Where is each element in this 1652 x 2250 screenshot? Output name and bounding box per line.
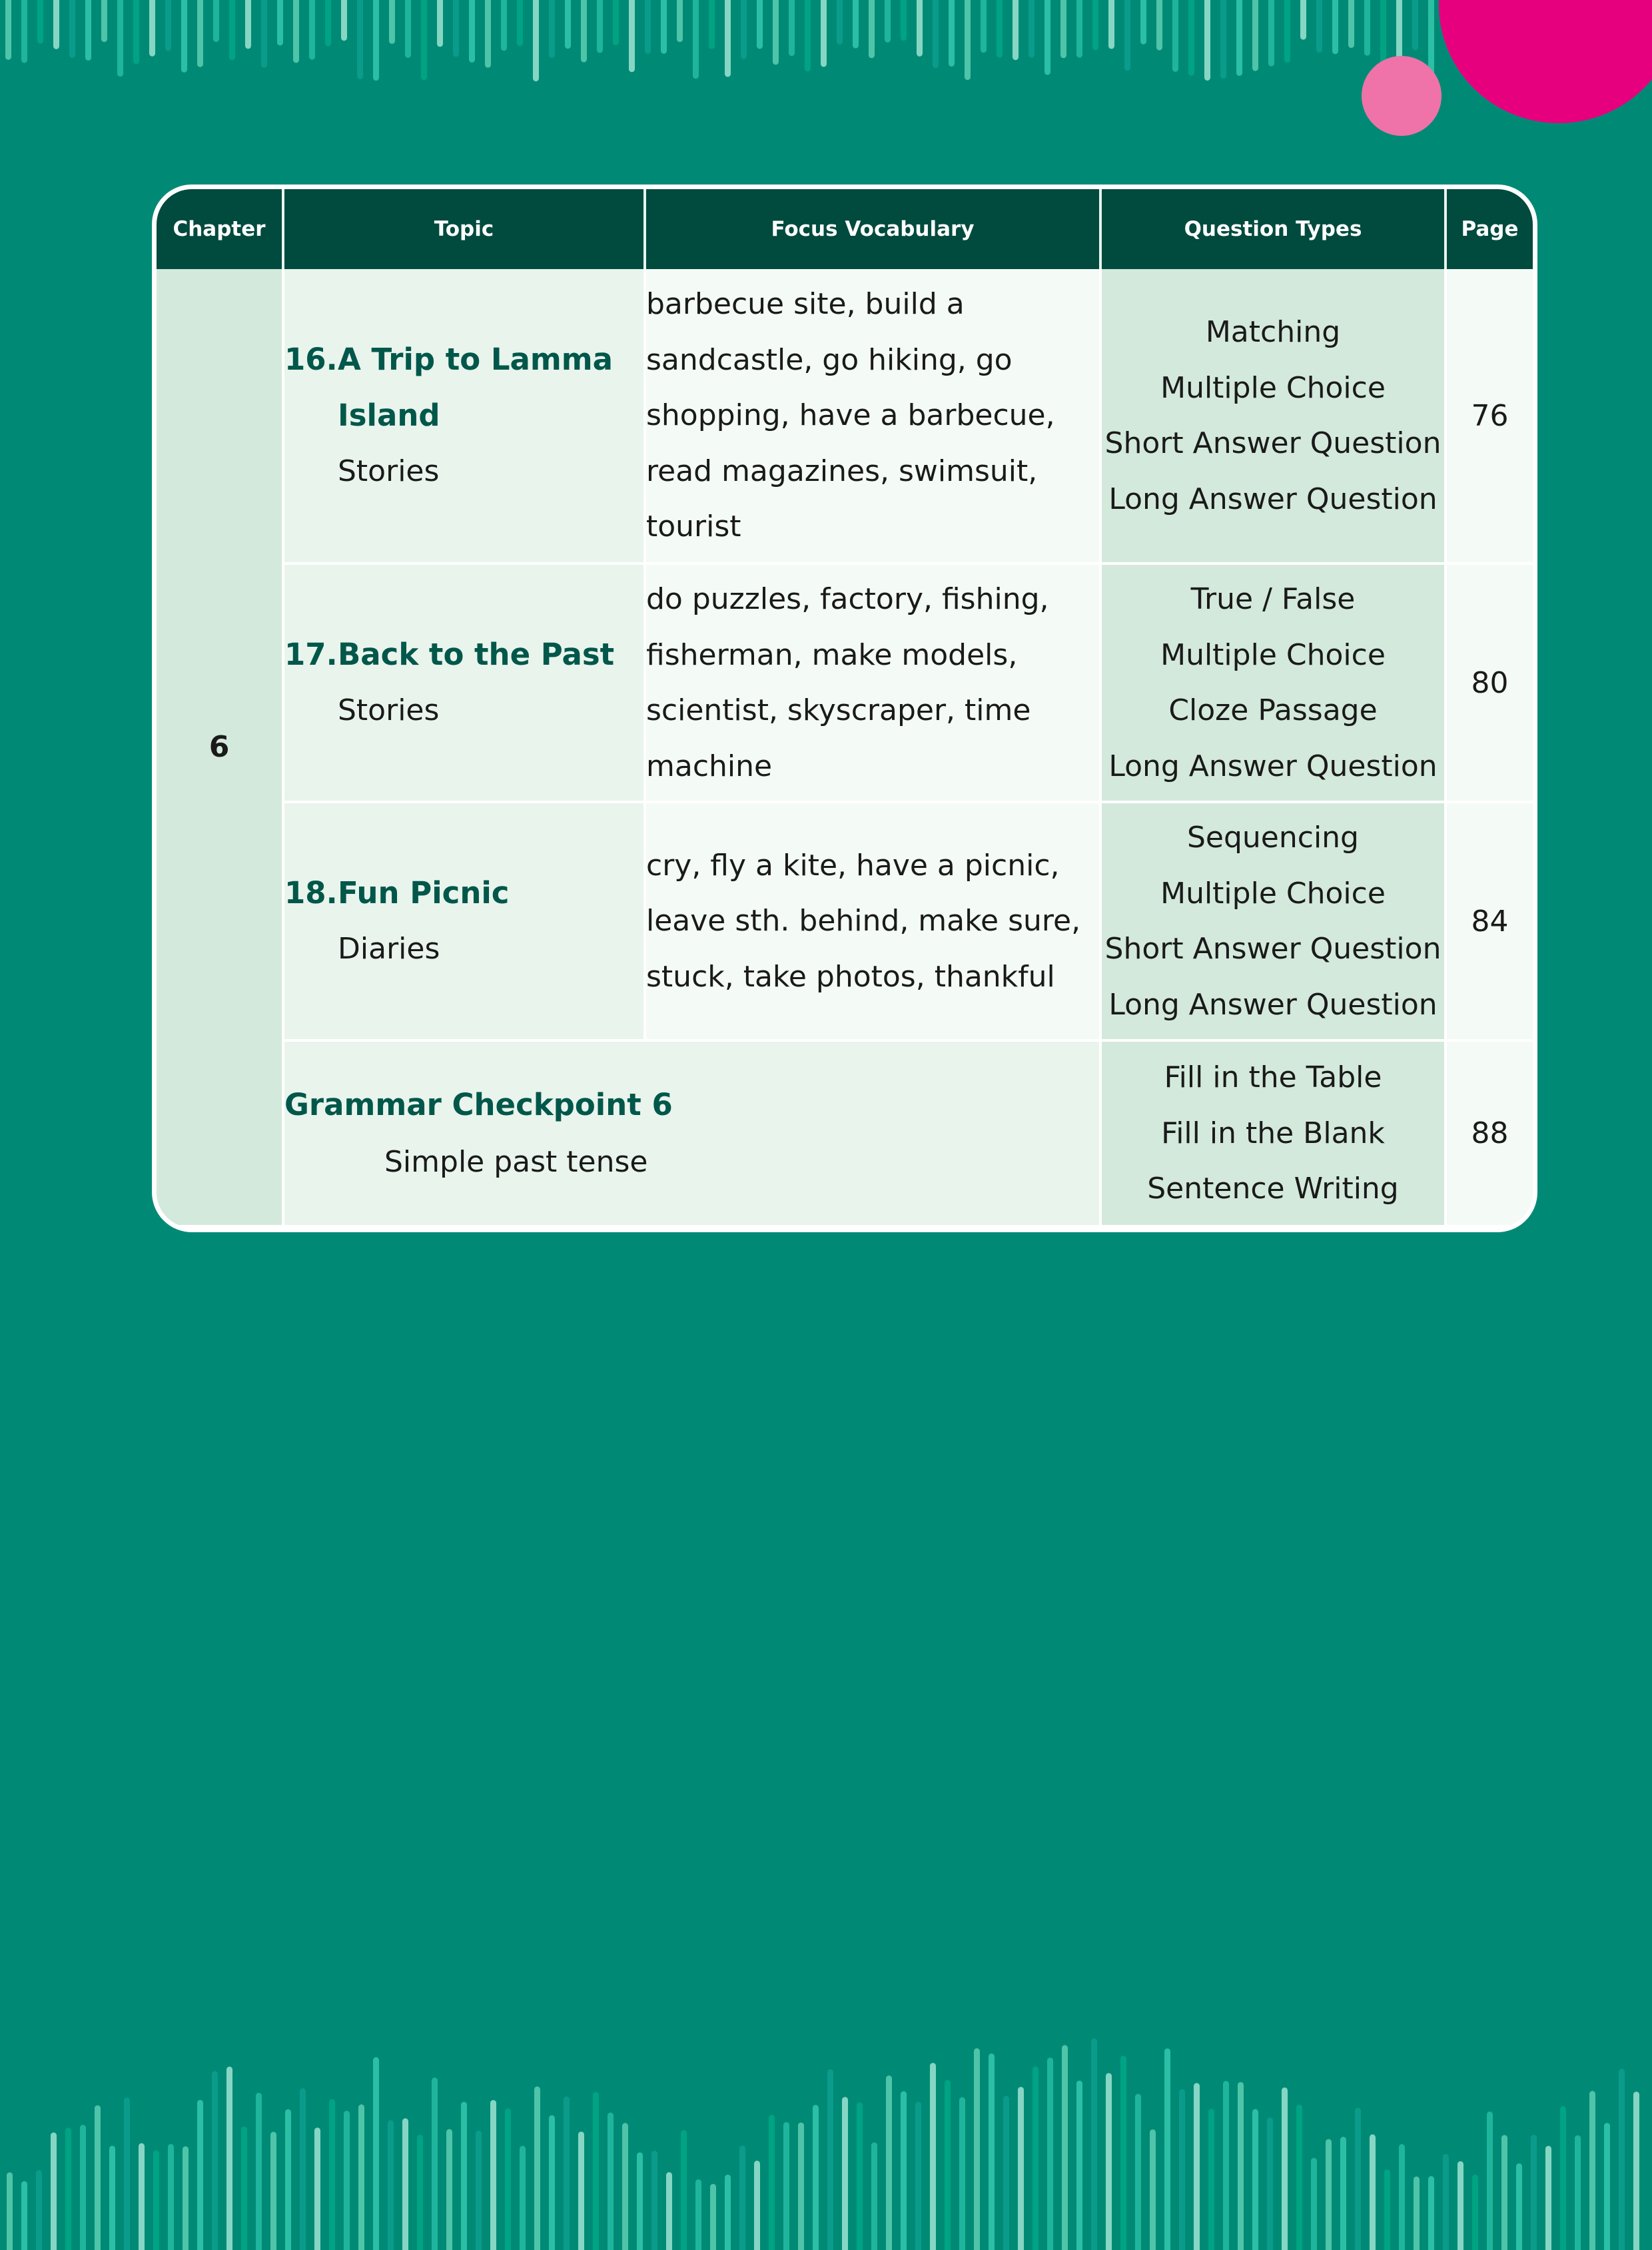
stripe <box>871 2143 877 2250</box>
stripe <box>501 0 507 51</box>
stripe <box>309 0 315 60</box>
stripe <box>85 0 91 61</box>
stripe <box>754 2161 760 2250</box>
stripe <box>165 0 171 51</box>
stripe <box>1619 2069 1625 2250</box>
question-type: Short Answer Question <box>1104 932 1442 966</box>
stripe <box>1326 2139 1332 2250</box>
stripe <box>565 0 571 49</box>
unit-question-types <box>1100 563 1446 802</box>
stripe <box>1380 0 1386 69</box>
unit-question-types <box>1100 269 1446 563</box>
stripe <box>1332 0 1338 54</box>
stripe <box>212 2071 218 2250</box>
stripe <box>1560 2106 1566 2250</box>
stripe <box>821 0 827 67</box>
stripe <box>373 2058 379 2250</box>
stripe <box>197 0 203 67</box>
stripe <box>1238 2082 1244 2250</box>
grammar-page-number[interactable]: 88 <box>1446 1040 1533 1226</box>
stripe <box>1589 2091 1595 2250</box>
stripe <box>1311 2158 1317 2250</box>
stripe <box>1204 0 1210 81</box>
stripe <box>1062 2045 1068 2250</box>
stripe <box>1188 0 1194 76</box>
stripe <box>783 2122 789 2250</box>
stripe <box>651 2151 657 2250</box>
stripe <box>1268 0 1274 67</box>
stripe <box>124 2097 130 2250</box>
stripe <box>358 2104 364 2250</box>
stripe <box>133 0 139 64</box>
stripe <box>549 2115 555 2250</box>
unit-vocab: cry, fly a kite, have a picnic, leave sth. behind, make sure, stuck, take photos, thankful <box>645 802 1100 1040</box>
stripe <box>5 0 11 60</box>
stripe <box>629 0 635 72</box>
stripe <box>51 2133 57 2250</box>
unit-genre: Stories <box>338 454 440 488</box>
stripe <box>101 0 107 42</box>
stripe <box>593 2092 599 2250</box>
stripe <box>789 0 795 56</box>
header-row <box>157 189 1533 269</box>
stripe <box>1399 2144 1405 2250</box>
stripe <box>637 2152 643 2250</box>
stripe <box>997 0 1003 57</box>
stripe <box>65 2127 71 2250</box>
stripe <box>432 2077 438 2250</box>
grammar-subtitle: Simple past tense <box>384 1144 648 1179</box>
stripe <box>517 0 523 46</box>
stripe <box>1633 2091 1639 2250</box>
question-type: Long Answer Question <box>1108 482 1438 516</box>
question-type: True / False <box>1190 582 1356 616</box>
stripe <box>1076 2081 1082 2250</box>
stripe <box>981 0 987 53</box>
question-type: Fill in the Blank <box>1161 1116 1385 1150</box>
stripe <box>325 0 331 46</box>
stripe <box>974 2048 980 2250</box>
stripe <box>261 0 267 68</box>
stripe <box>1472 2175 1478 2250</box>
stripe <box>300 2088 306 2250</box>
stripe <box>741 0 747 59</box>
stripe <box>1412 0 1418 50</box>
bottom-stripe-decoration <box>0 1970 1652 2250</box>
stripe <box>1355 2107 1361 2250</box>
stripe <box>1300 0 1306 40</box>
stripe <box>1179 2089 1185 2250</box>
stripe <box>681 2130 687 2250</box>
stripe <box>505 2108 511 2250</box>
unit-page-number[interactable]: 84 <box>1446 802 1533 1040</box>
stripe <box>314 2127 320 2250</box>
grammar-row <box>157 1040 1533 1226</box>
stripe <box>945 2080 951 2250</box>
unit-row-18 <box>157 802 1533 1040</box>
stripe <box>1220 0 1226 79</box>
stripe <box>241 2127 247 2250</box>
stripe <box>245 0 251 49</box>
chapter-number: 6 <box>157 269 283 1226</box>
question-type: Multiple Choice <box>1160 637 1386 672</box>
stripe <box>661 0 667 54</box>
stripe <box>1076 0 1082 58</box>
stripe <box>1172 0 1178 72</box>
stripe <box>885 0 891 43</box>
stripe <box>622 2123 628 2250</box>
stripe <box>7 2172 13 2250</box>
stripe <box>1164 2048 1170 2250</box>
unit-page-number[interactable]: 76 <box>1446 269 1533 563</box>
stripe <box>341 0 347 41</box>
stripe <box>226 2067 232 2250</box>
stripe <box>1208 2109 1214 2250</box>
stripe <box>183 2146 189 2250</box>
header-question-types: Question Types <box>1100 189 1446 269</box>
header-page: Page <box>1446 189 1533 269</box>
unit-row-16 <box>157 269 1533 563</box>
stripe <box>769 2115 775 2250</box>
stripe <box>666 2172 672 2250</box>
stripe <box>1140 0 1146 45</box>
stripe <box>117 0 123 77</box>
stripe <box>534 2086 540 2250</box>
stripe <box>36 2170 42 2250</box>
question-type: Multiple Choice <box>1160 876 1386 911</box>
stripe <box>357 0 363 79</box>
stripe <box>1029 0 1034 58</box>
stripe <box>1545 2146 1551 2250</box>
stripe <box>421 0 427 80</box>
unit-topic-cell <box>283 802 645 1040</box>
stripe <box>1252 2109 1258 2250</box>
header-topic: Topic <box>283 189 645 269</box>
grammar-question-types <box>1100 1040 1446 1226</box>
stripe <box>417 2135 423 2250</box>
stripe <box>581 0 587 63</box>
stripe <box>917 0 923 57</box>
stripe <box>1091 2038 1097 2250</box>
stripe <box>485 0 491 68</box>
header-vocab: Focus Vocabulary <box>645 189 1100 269</box>
stripe <box>197 2100 203 2250</box>
stripe <box>869 0 875 58</box>
stripe <box>469 0 475 63</box>
stripe <box>959 2097 965 2250</box>
pink-circle-small <box>1362 56 1442 136</box>
stripe <box>853 0 859 49</box>
stripe <box>709 0 715 49</box>
stripe <box>813 2105 819 2250</box>
stripe <box>1032 2066 1038 2250</box>
stripe <box>725 0 731 77</box>
contents-table <box>157 189 1533 1228</box>
stripe <box>213 0 219 42</box>
stripe <box>549 0 555 58</box>
question-type: Short Answer Question <box>1104 426 1442 460</box>
stripe <box>564 2097 570 2250</box>
stripe <box>757 0 763 49</box>
stripe <box>578 2131 584 2250</box>
unit-page-number[interactable]: 80 <box>1446 563 1533 802</box>
question-type: Matching <box>1205 315 1341 349</box>
unit-vocab: barbecue site, build a sandcastle, go hiking, go shopping, have a barbecue, read magazines, swimsuit, tourist <box>645 269 1100 563</box>
stripe <box>613 0 619 45</box>
unit-topic-cell <box>283 269 645 563</box>
stripe <box>405 0 411 58</box>
stripe <box>1284 0 1290 63</box>
stripe <box>1414 2177 1420 2250</box>
stripe <box>490 2100 496 2250</box>
stripe <box>1003 2096 1009 2250</box>
stripe <box>437 0 443 47</box>
stripe <box>181 0 187 73</box>
stripe <box>886 2075 892 2250</box>
stripe <box>695 2179 701 2250</box>
stripe <box>1604 2123 1610 2250</box>
stripe <box>149 0 155 57</box>
stripe <box>344 2111 350 2250</box>
stripe <box>837 0 843 45</box>
stripe <box>901 0 907 41</box>
stripe <box>389 0 395 44</box>
unit-title-continued[interactable]: Island <box>338 398 440 433</box>
stripe <box>1106 2073 1112 2250</box>
stripe <box>453 0 459 57</box>
stripe <box>21 2181 27 2250</box>
pink-circle-large <box>1439 0 1652 123</box>
stripe <box>1267 2117 1273 2250</box>
stripe <box>1150 2129 1156 2250</box>
stripe <box>739 2145 745 2250</box>
stripe <box>725 2175 731 2250</box>
stripe <box>1348 0 1354 48</box>
unit-topic-cell <box>283 563 645 802</box>
stripe <box>1501 2135 1507 2250</box>
header-chapter: Chapter <box>157 189 283 269</box>
stripe <box>293 0 299 63</box>
stripe <box>139 2143 145 2250</box>
stripe <box>256 2093 262 2250</box>
stripe <box>229 0 235 60</box>
stripe <box>388 2120 394 2250</box>
unit-title[interactable]: 16.A Trip to Lamma <box>284 342 614 377</box>
stripe <box>1120 2056 1126 2250</box>
stripe <box>270 2132 276 2250</box>
stripe <box>1156 0 1162 51</box>
question-type: Cloze Passage <box>1168 693 1378 727</box>
stripe <box>1013 0 1019 60</box>
stripe <box>1047 2058 1053 2250</box>
stripe <box>1340 2137 1346 2250</box>
stripe <box>710 2184 716 2250</box>
question-type: Sequencing <box>1186 821 1359 855</box>
unit-title[interactable]: 17.Back to the Past <box>284 637 615 672</box>
stripe <box>989 2054 995 2250</box>
stripe <box>693 0 699 79</box>
unit-genre: Stories <box>338 693 440 727</box>
stripe <box>965 0 971 80</box>
stripe <box>1384 2169 1390 2250</box>
stripe <box>1364 0 1370 56</box>
question-type: Sentence Writing <box>1147 1172 1399 1206</box>
stripe <box>1316 0 1322 53</box>
stripe <box>597 0 603 53</box>
stripe <box>1060 0 1066 58</box>
stripe <box>1092 0 1098 50</box>
stripe <box>21 0 27 63</box>
contents-table-card <box>152 185 1537 1232</box>
question-type: Long Answer Question <box>1108 987 1438 1022</box>
stripe <box>901 2091 907 2250</box>
stripe <box>277 0 283 45</box>
stripe <box>1252 0 1258 71</box>
stripe <box>402 2118 408 2250</box>
stripe <box>930 2063 936 2250</box>
stripe <box>446 2129 452 2250</box>
question-type: Multiple Choice <box>1160 370 1386 405</box>
stripe <box>373 0 379 81</box>
stripe <box>520 2146 526 2250</box>
stripe <box>1236 0 1242 76</box>
stripe <box>69 0 75 58</box>
stripe <box>805 0 811 71</box>
stripe <box>949 0 955 67</box>
stripe <box>285 2109 291 2250</box>
stripe <box>1282 2087 1288 2250</box>
stripe <box>461 2102 467 2250</box>
stripe <box>1018 2087 1024 2250</box>
stripe <box>37 0 43 44</box>
stripe <box>1223 2081 1229 2250</box>
stripe <box>533 0 539 81</box>
question-type: Long Answer Question <box>1108 749 1438 783</box>
stripe <box>1044 0 1050 75</box>
stripe <box>1575 2135 1581 2250</box>
grammar-title[interactable]: Grammar Checkpoint 6 <box>284 1086 673 1122</box>
question-type: Fill in the Table <box>1164 1060 1382 1095</box>
stripe <box>1487 2111 1493 2250</box>
stripe <box>153 2150 159 2250</box>
stripe <box>933 0 939 68</box>
stripe <box>827 2069 833 2250</box>
grammar-topic-cell <box>283 1040 1100 1226</box>
stripe <box>329 2099 335 2250</box>
unit-title[interactable]: 18.Fun Picnic <box>284 875 510 911</box>
stripe <box>1370 2134 1376 2250</box>
stripe <box>168 2144 174 2250</box>
stripe <box>1124 0 1130 71</box>
stripe <box>1516 2163 1522 2250</box>
stripe <box>53 0 59 49</box>
stripe <box>645 0 651 54</box>
stripe <box>109 2145 115 2250</box>
stripe <box>1443 2154 1449 2250</box>
stripe <box>857 2102 863 2250</box>
stripe <box>1194 2083 1200 2250</box>
unit-genre: Diaries <box>338 932 440 966</box>
stripe <box>842 2097 848 2250</box>
stripe <box>1108 0 1114 49</box>
stripe <box>798 2123 804 2250</box>
unit-vocab: do puzzles, factory, fishing, fisherman, make models, scientist, skyscraper, time machine <box>645 563 1100 802</box>
stripe <box>476 2131 482 2250</box>
stripe <box>1135 2094 1141 2250</box>
unit-question-types <box>1100 802 1446 1040</box>
stripe <box>95 2105 101 2250</box>
stripe <box>80 2125 86 2250</box>
stripe <box>1531 2135 1537 2250</box>
stripe <box>1428 2176 1434 2250</box>
stripe <box>915 2101 921 2250</box>
stripe <box>608 2113 614 2250</box>
stripe <box>1457 2161 1463 2250</box>
stripe <box>1296 2105 1302 2250</box>
unit-row-17 <box>157 563 1533 802</box>
stripe <box>677 0 683 42</box>
stripe <box>773 0 779 65</box>
